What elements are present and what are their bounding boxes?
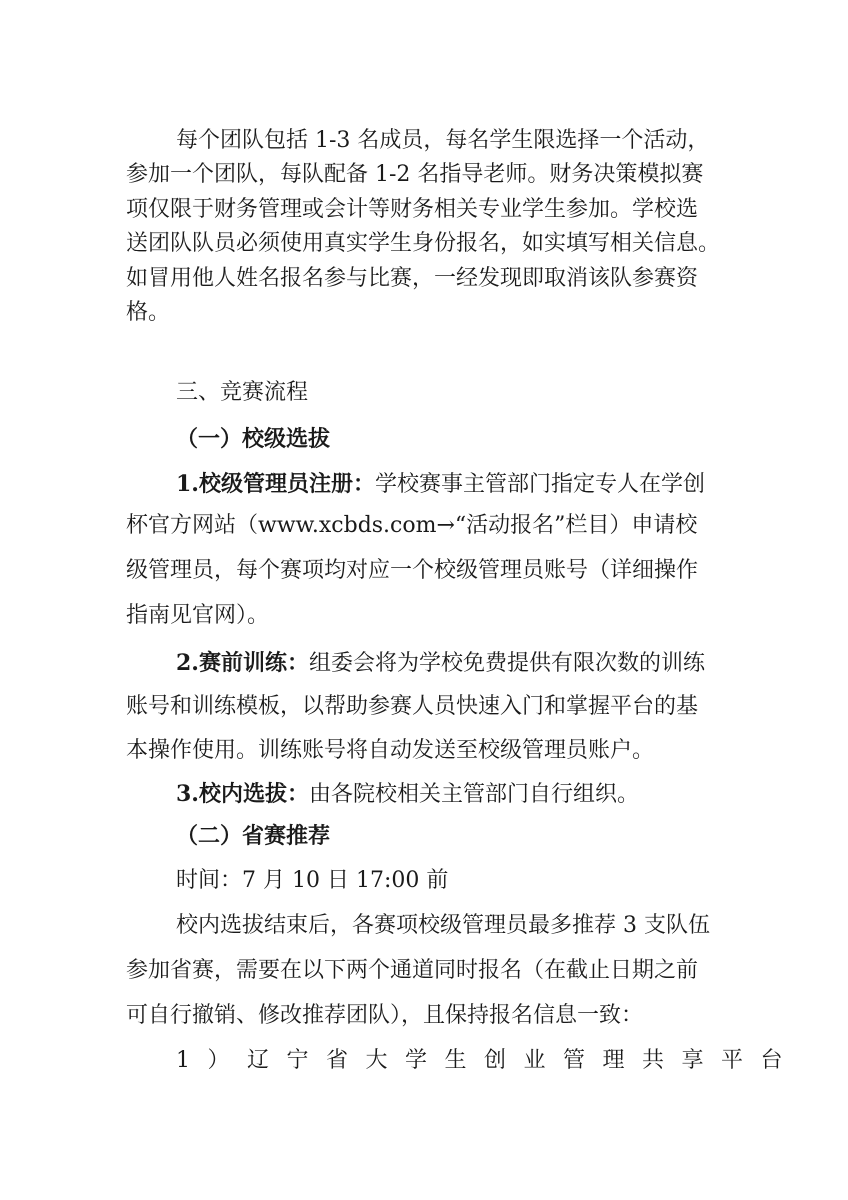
list-item-label: 2.赛前训练： [176, 650, 309, 676]
paragraph-line: 项仅限于财务管理或会计等财务相关专业学生参加。学校选 [126, 197, 699, 222]
list-item-label: 3.校内选拔： [176, 781, 309, 807]
list-item-text: 由各院校相关主管部门自行组织。 [308, 782, 639, 807]
paragraph-line: 杯官方网站（www.xcbds.com→“活动报名”栏目）申请校 [126, 513, 698, 538]
list-item [0, 466, 848, 502]
list-item-label: 1.校级管理员注册： [176, 471, 375, 497]
list-item [0, 645, 848, 681]
paragraph-line: 如冒用他人姓名报名参与比赛，一经发现即取消该队参赛资 [126, 266, 699, 291]
list-item-text: 组委会将为学校免费提供有限次数的训练 [308, 651, 705, 676]
time-line: 时间：7 月 10 日 17:00 前 [176, 868, 449, 893]
paragraph-line: 级管理员，每个赛项均对应一个校级管理员账号（详细操作 [126, 558, 699, 583]
paragraph-line: 账号和训练模板，以帮助参赛人员快速入门和掌握平台的基 [126, 694, 699, 719]
list-item-text: 学校赛事主管部门指定专人在学创 [374, 472, 705, 497]
paragraph-line: 送团队队员必须使用真实学生身份报名，如实填写相关信息。 [126, 231, 721, 256]
paragraph-line: 参加省赛，需要在以下两个通道同时报名（在截止日期之前 [126, 958, 699, 983]
subsection-heading: （一）校级选拔 [176, 426, 331, 452]
paragraph-line: 指南见官网）。 [126, 603, 270, 628]
section-heading: 三、竞赛流程 [176, 380, 309, 405]
paragraph-line: 校内选拔结束后，各赛项校级管理员最多推荐 3 支队伍 [176, 913, 710, 938]
list-item [0, 776, 848, 812]
paragraph-line: 本操作使用。训练账号将自动发送至校级管理员账户。 [126, 738, 655, 763]
paragraph-line: 参加一个团队，每队配备 1-2 名指导老师。财务决策模拟赛 [126, 162, 704, 187]
paragraph-line: 1）辽宁省大学生创业管理共享平台 [176, 1048, 800, 1073]
paragraph-line: 可自行撤销、修改推荐团队），且保持报名信息一致： [126, 1003, 644, 1028]
paragraph-line: 格。 [126, 300, 171, 325]
paragraph-line: 每个团队包括 1-3 名成员，每名学生限选择一个活动， [176, 128, 710, 153]
subsection-heading: （二）省赛推荐 [176, 823, 331, 849]
